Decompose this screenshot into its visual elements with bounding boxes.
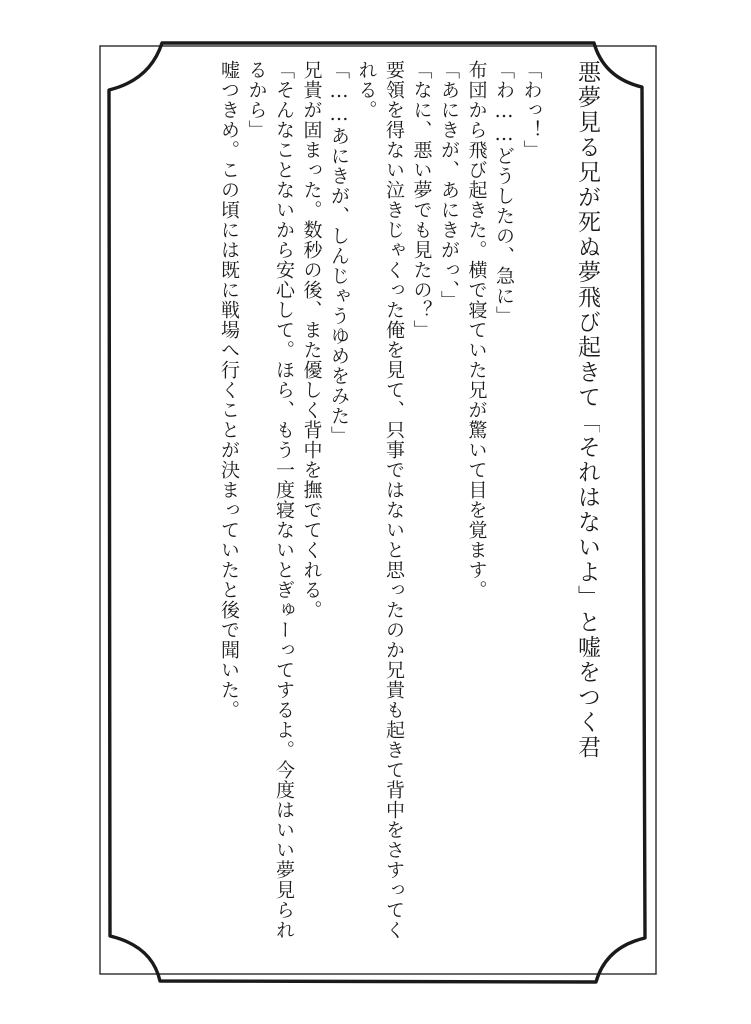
paragraph: 「なに、悪い夢でも見たの？」 <box>410 60 433 340</box>
paragraph: 「……あにきが、しんじゃうゆめをみた」 <box>328 60 350 446</box>
paragraph: 「あにきが、あにきがっ、」 <box>438 60 460 311</box>
paragraph: 布団から飛び起きた。横で寝ていた兄が驚いて目を覚ます。 <box>465 60 488 600</box>
paragraph: 嘘つきめ。この頃には既に戦場へ行くことが決まっていたと後で聞いた。 <box>218 60 240 720</box>
story-title: 悪夢見る兄が死ぬ夢飛び起きて「それはないよ」と嘘をつく君 <box>574 60 600 760</box>
paragraph: 兄貴が固まった。数秒の後、また優しく背中を撫でてくれる。 <box>300 60 323 620</box>
paragraph: 「そんなことないから安心して。ほら、もう一度寝ないとぎゅーってするよ。今度はいい夢見られるから」 <box>245 60 295 940</box>
paragraph: 要領を得ない泣きじゃくった俺を見て、只事ではないと思ったのか兄貴も起きて背中をさすってくれる。 <box>355 60 405 940</box>
paragraph: 「わっ！」 <box>520 60 543 160</box>
story-text <box>150 60 600 950</box>
paragraph: 「わ……どうしたの、急に」 <box>493 60 515 326</box>
